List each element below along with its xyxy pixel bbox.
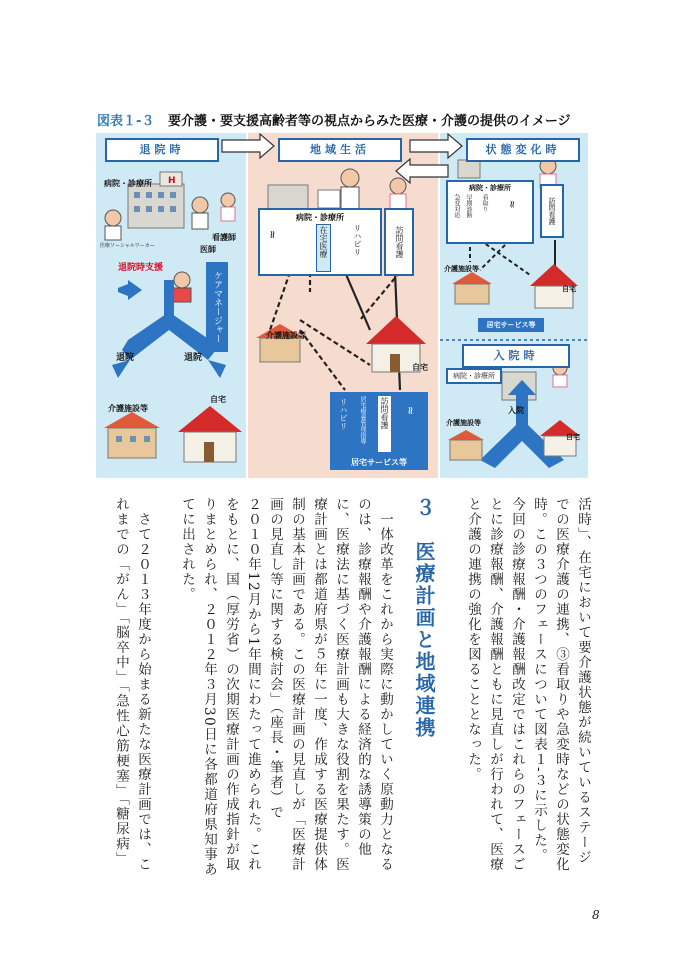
figure-title: 要介護・要支援高齢者等の視点からみた医療・介護の提供のイメージ (168, 114, 571, 129)
home-services-label: 居宅サービス等 (351, 458, 407, 467)
header-state-change: 状態変化時 (466, 138, 580, 162)
home2-label: 自宅 (566, 433, 580, 441)
wave-symbol: ≈ (506, 200, 517, 209)
text-column: 制の基本計画である。この医療計画の見直しが「医療計 (289, 497, 305, 872)
flow-arrows-icon (470, 240, 555, 275)
admission-label: 入院 (508, 406, 524, 415)
hospital-label: 病院・診療所 (104, 179, 152, 188)
discharge-left-label: 退院 (116, 353, 135, 363)
care-facility-icon (448, 430, 484, 460)
header-admission: 入院時 (462, 344, 570, 368)
hospital-clinic-box (258, 208, 382, 276)
text-column: とに診療報酬、介護報酬ともに見直しが行われて、医療 (487, 497, 503, 872)
care-facility-label: 介護施設等 (266, 331, 306, 340)
home-care-mgmt-label: 居宅療養管理指導 (359, 396, 366, 444)
acute-response-label: 急変対応 (453, 194, 460, 218)
figure-label: 図表１-３ (97, 114, 155, 129)
text-column: 今回の診療報酬・介護報酬改定ではこれらのフェースご (509, 497, 525, 872)
visiting-nursing2-label: 訪問看護 (378, 396, 391, 452)
text-column: 画の見直し等に関する検討会」（座長・筆者）で (267, 497, 283, 821)
care-facility2-label: 介護施設等 (446, 419, 481, 427)
text-column: ２０１０年12月から1年間にわたって進められた。これ (245, 497, 261, 873)
text-column: 療計画とは都道府県が５年に一度、作成する医療提供体 (311, 497, 327, 872)
home-medical-label: 在宅医療 (316, 224, 331, 272)
svg-text:H: H (168, 176, 176, 186)
home-label: 自宅 (412, 363, 428, 372)
wave-symbol: ≈ (266, 230, 279, 240)
header-community: 地域生活 (278, 138, 402, 162)
hospital-clinic-box-label: 病院・診療所 (296, 213, 344, 222)
care-facility-icon (104, 412, 160, 458)
home-services-box: 居宅サービス等 (478, 318, 544, 332)
text-column: に、医療法に基づく医療計画も大きな役割を果たす。医 (333, 497, 349, 872)
wave-symbol: ≈ (404, 406, 417, 416)
care-facility-icon (452, 272, 492, 304)
text-column: 一体改革をこれから実際に動かしていく原動力となる (377, 497, 393, 872)
discharge-right-label: 退院 (184, 353, 203, 363)
hospital-clinic-box (446, 180, 534, 244)
hospital-clinic-box-label: 病院・診療所 (469, 184, 511, 192)
text-column: をもとに、国（厚労省）の次期医療計画の作成指針が取 (223, 497, 239, 872)
text-column: れまでの「がん」「脳卒中」「急性心筋梗塞」「糖尿病」 (113, 497, 129, 867)
nursing-label: 看取り (481, 194, 488, 212)
text-column: のは、診療報酬や介護報酬による経済的な誘導策の他 (355, 497, 371, 857)
rehab2-label: リハビリ (339, 398, 348, 430)
hospital-clinic2-box: 病院・診療所 (446, 368, 502, 384)
doctor-label: 医師 (200, 245, 216, 254)
page-number: 8 (592, 908, 600, 922)
header-discharge: 退院時 (105, 138, 219, 162)
home-icon (178, 406, 242, 462)
text-column: てに出された。 (179, 497, 195, 602)
text-column: と介護の連携の強化を図ることとなった。 (465, 497, 481, 782)
text-column: りまとめられ、２０１２年３月30日に各都道府県知事あ (201, 497, 217, 878)
home-label: 自宅 (210, 395, 226, 404)
social-worker-label: 医療ソーシャルワーカー (100, 243, 155, 249)
text-column: 時。この３つのフェースについて図表１-３に示した。 (531, 497, 547, 864)
early-diagnosis-label: 早期診断 (465, 194, 472, 218)
text-column: さて２０１３年度から始まる新たな医療計画では、こ (135, 497, 151, 872)
nurse-label: 看護師 (212, 233, 236, 242)
rehab-label: リハビリ (353, 224, 362, 256)
visiting-nursing-box: 訪問看護 (540, 184, 564, 238)
care-facility-label: 介護施設等 (444, 265, 479, 273)
text-column: 活時」、在宅において要介護状態が続いているステージ (575, 497, 591, 866)
visiting-nursing-box: 訪問看護 (384, 208, 414, 276)
home-services-box (330, 392, 428, 470)
discharge-support-label: 退院時支援 (118, 263, 164, 273)
building-icon (268, 169, 406, 210)
section-heading: ３ 医療計画と地域連携 (412, 497, 436, 739)
care-manager-label: ケアマネージャー (206, 262, 228, 352)
care-facility-label: 介護施設等 (108, 404, 148, 413)
home-label: 自宅 (562, 285, 576, 293)
text-column: での医療介護の連携、③看取りや急変時などの状態変化 (553, 497, 569, 872)
